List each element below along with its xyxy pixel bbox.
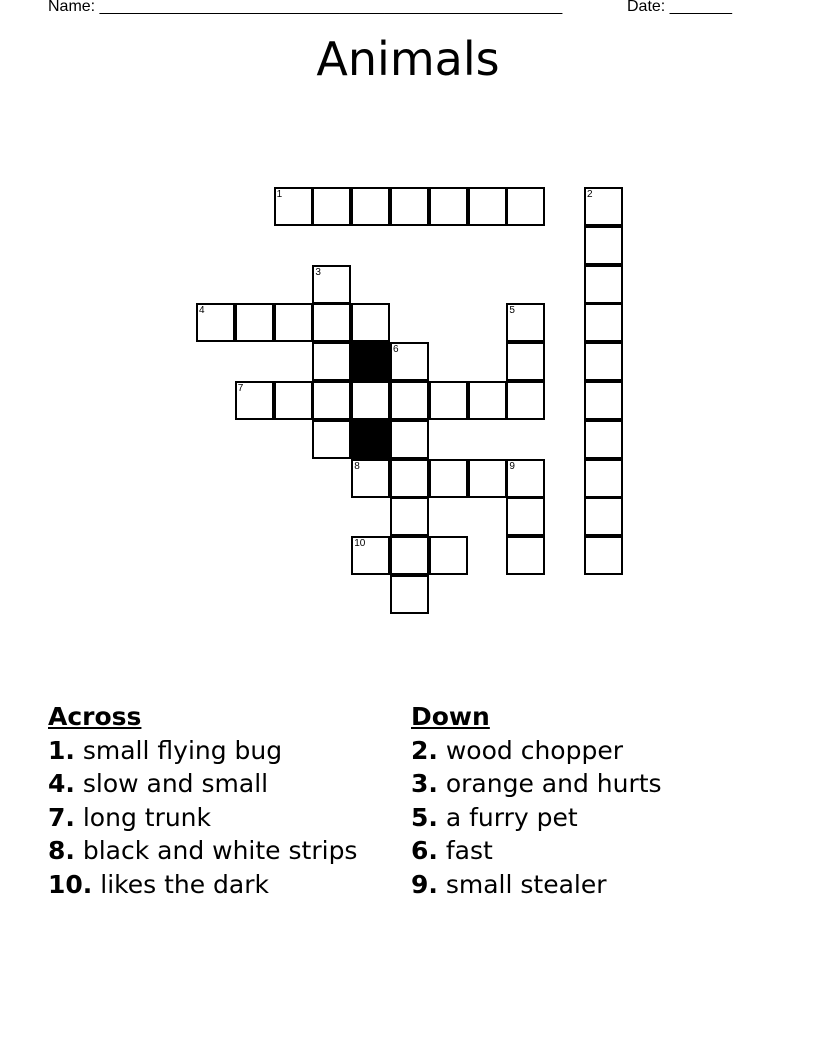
crossword-cell[interactable]: [584, 381, 623, 420]
crossword-cell[interactable]: [584, 303, 623, 342]
crossword-cell[interactable]: [506, 459, 545, 498]
clue-down-5: [411, 801, 662, 835]
crossword-cell[interactable]: [506, 342, 545, 381]
clue-across-10: [48, 868, 357, 902]
clue-number-label: 2: [587, 189, 593, 200]
clue-text: orange and hurts: [445, 769, 662, 798]
clue-number-label: 8: [354, 460, 360, 472]
clue-number-label: 3: [315, 266, 321, 278]
crossword-cell[interactable]: [390, 497, 429, 536]
crossword-cell[interactable]: [274, 187, 313, 226]
crossword-cell[interactable]: [312, 303, 351, 342]
crossword-cell[interactable]: [506, 497, 545, 536]
clue-across-8: [48, 834, 357, 868]
clue-number-label: 7: [237, 383, 244, 394]
crossword-cell[interactable]: [235, 303, 274, 342]
crossword-cell[interactable]: [196, 303, 235, 342]
crossword-cell[interactable]: [506, 381, 545, 420]
crossword-cell[interactable]: [390, 381, 429, 420]
clue-text: long trunk: [82, 802, 212, 832]
clue-across-1: [48, 734, 357, 768]
clue-text: fast: [445, 836, 493, 865]
clue-down-6: [411, 834, 662, 868]
crossword-cell[interactable]: [312, 420, 351, 459]
crossword-cell[interactable]: [351, 187, 390, 226]
crossword-cell[interactable]: [468, 381, 507, 420]
crossword-cell[interactable]: [390, 342, 429, 381]
clue-text: slow and small: [82, 769, 269, 798]
clue-number: 3.: [411, 769, 438, 798]
clue-down-3: [411, 767, 662, 801]
clue-number-label: 1: [276, 189, 283, 200]
clue-number: 10.: [48, 869, 93, 899]
crossword-cell[interactable]: [351, 381, 390, 420]
clue-text: wood chopper: [445, 735, 623, 765]
crossword-cell[interactable]: [274, 303, 313, 342]
crossword-cell[interactable]: [506, 536, 545, 575]
crossword-cell[interactable]: [429, 381, 468, 420]
clue-down-9: [411, 868, 662, 902]
crossword-cell[interactable]: [312, 342, 351, 381]
clue-number-label: 9: [509, 460, 515, 472]
crossword-cell[interactable]: [390, 420, 429, 459]
clue-number: 1.: [48, 735, 75, 765]
date-field-label: Date: _______: [627, 0, 732, 15]
crossword-cell[interactable]: [468, 459, 507, 498]
crossword-cell[interactable]: [274, 381, 313, 420]
clue-text: small flying bug: [82, 735, 283, 765]
clue-number-label: 5: [509, 305, 515, 317]
crossword-cell[interactable]: [235, 381, 274, 420]
crossword-cell[interactable]: [584, 265, 623, 304]
across-clues: [48, 700, 357, 901]
clue-number: 9.: [411, 869, 438, 899]
crossword-cell[interactable]: [584, 459, 623, 498]
crossword-cell[interactable]: [584, 420, 623, 459]
clue-number-label: 4: [199, 305, 205, 317]
across-heading: Across: [48, 702, 142, 731]
crossword-cell[interactable]: [390, 187, 429, 226]
crossword-cell[interactable]: [390, 575, 429, 614]
clue-number: 6.: [411, 836, 438, 865]
crossword-cell[interactable]: [351, 303, 390, 342]
clue-text: small stealer: [445, 869, 607, 899]
crossword-cell[interactable]: [390, 536, 429, 575]
crossword-cell[interactable]: [584, 342, 623, 381]
clue-number: 2.: [411, 735, 438, 765]
crossword-cell[interactable]: [429, 536, 468, 575]
crossword-cell[interactable]: [584, 536, 623, 575]
crossword-cell[interactable]: [584, 226, 623, 265]
page-title: Animals: [316, 32, 500, 86]
crossword-cell[interactable]: [506, 187, 545, 226]
clue-text: a furry pet: [445, 802, 578, 832]
crossword-cell[interactable]: [429, 459, 468, 498]
clue-across-7: [48, 801, 357, 835]
crossword-cell[interactable]: [351, 459, 390, 498]
clue-number: 5.: [411, 802, 438, 832]
clue-number-label: 6: [393, 344, 399, 356]
clue-number: 4.: [48, 769, 75, 798]
down-heading: Down: [411, 702, 490, 731]
crossword-black-cell: [351, 420, 390, 459]
crossword-cell[interactable]: [468, 187, 507, 226]
clue-down-2: [411, 734, 662, 768]
clue-number: 7.: [48, 802, 75, 832]
crossword-cell[interactable]: [312, 381, 351, 420]
crossword-cell[interactable]: [390, 459, 429, 498]
clue-number: 8.: [48, 836, 75, 865]
crossword-cell[interactable]: [584, 497, 623, 536]
crossword-cell[interactable]: [429, 187, 468, 226]
clue-text: likes the dark: [100, 869, 269, 899]
down-clues: [411, 700, 662, 901]
crossword-cell[interactable]: [506, 303, 545, 342]
crossword-black-cell: [351, 342, 390, 381]
name-field-label: Name: ____________________________________________________: [48, 0, 563, 15]
clue-across-4: [48, 767, 357, 801]
clue-text: black and white strips: [82, 836, 358, 865]
crossword-cell[interactable]: [584, 187, 623, 226]
crossword-cell[interactable]: [312, 265, 351, 304]
crossword-cell[interactable]: [351, 536, 390, 575]
crossword-cell[interactable]: [312, 187, 351, 226]
clue-number-label: 10: [354, 538, 366, 550]
